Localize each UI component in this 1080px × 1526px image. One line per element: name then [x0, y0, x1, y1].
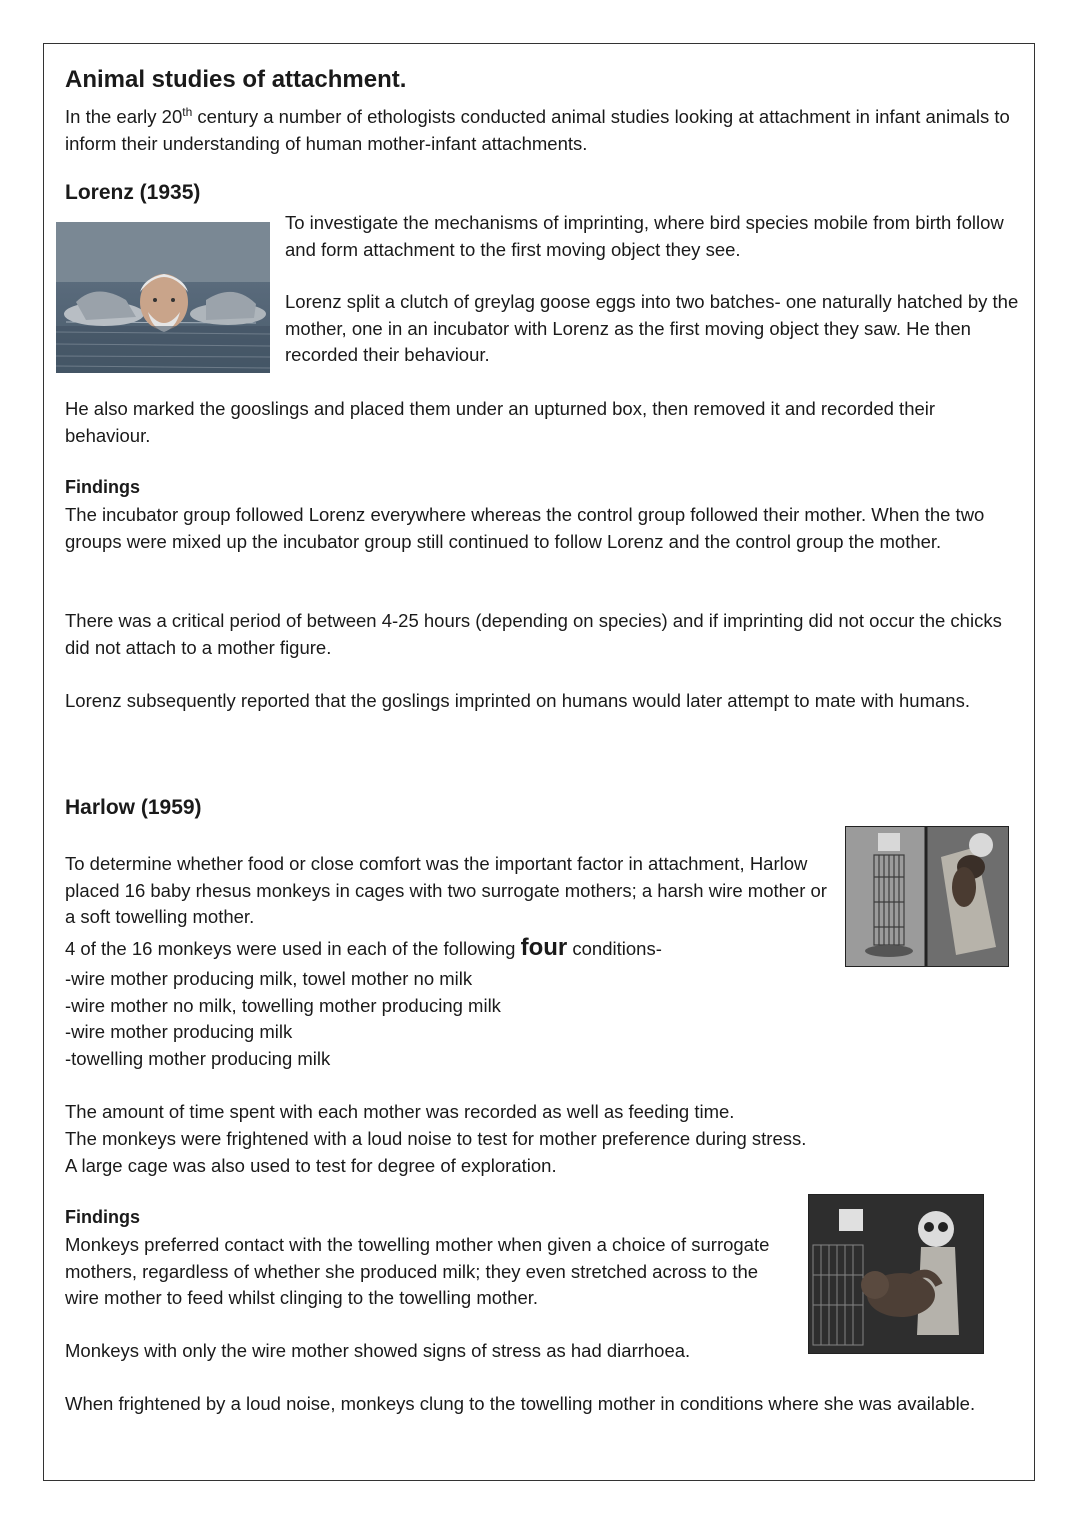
lorenz-finding-2: There was a critical period of between 4-25 hours (depending on species) and if imprinting did not occur the chicks did not attach to a mother figure. — [65, 610, 1002, 658]
harlow-procedure-1: The amount of time spent with each mother was recorded as well as feeding time. — [65, 1101, 735, 1122]
list-item: -wire mother producing milk, towel mother no milk — [65, 968, 473, 989]
lorenz-procedure-2: He also marked the gooslings and placed them under an upturned box, then removed it and recorded their behaviour. — [65, 398, 936, 446]
lorenz-swimming-photo — [56, 222, 270, 373]
harlow-findings-heading: Findings — [65, 1207, 140, 1227]
intro-paragraph: In the early 20th century a number of ethologists conducted animal studies looking at attachment in infant animals to inform their understanding of human mother-infant attachments. — [65, 105, 1010, 154]
lorenz-aim: To investigate the mechanisms of imprinting, where bird species mobile from birth follow and form attachment to the first moving object they see. — [285, 212, 1004, 260]
harlow-heading: Harlow (1959) — [65, 796, 202, 819]
harlow-finding-3: When frightened by a loud noise, monkeys clung to the towelling mother in conditions where she was available. — [65, 1393, 976, 1414]
harlow-conditions-intro: 4 of the 16 monkeys were used in each of the following four conditions- — [65, 934, 662, 961]
lorenz-finding-3: Lorenz subsequently reported that the goslings imprinted on humans would later attempt to mate with humans. — [65, 690, 970, 711]
lorenz-procedure-1: Lorenz split a clutch of greylag goose eggs into two batches- one naturally hatched by the mother, one in an incubator with Lorenz as the first moving object they saw. He then recorded their behaviour. — [285, 291, 1019, 365]
harlow-aim: To determine whether food or close comfort was the important factor in attachment, Harlow placed 16 baby rhesus monkeys in cages with two surrogate mothers; a harsh wire mother or a soft towelling mother. — [65, 853, 827, 927]
harlow-procedure-3: A large cage was also used to test for degree of exploration. — [65, 1155, 557, 1176]
lorenz-findings-heading: Findings — [65, 477, 140, 497]
harlow-finding-1: Monkeys preferred contact with the towelling mother when given a choice of surrogate mothers, regardless of whether she produced milk; they even stretched across to the wire mother to feed whilst clinging to the towelling mother. — [65, 1234, 770, 1308]
harlow-conditions-list — [65, 966, 835, 1072]
lorenz-finding-1: The incubator group followed Lorenz everywhere whereas the control group followed their mother. When the two groups were mixed up the incubator group still continued to follow Lorenz and the control group the mother. — [65, 504, 985, 552]
harlow-procedure-2: The monkeys were frightened with a loud noise to test for mother preference during stress. — [65, 1128, 807, 1149]
harlow-finding-2: Monkeys with only the wire mother showed signs of stress as had diarrhoea. — [65, 1340, 691, 1361]
list-item: -towelling mother producing milk — [65, 1047, 331, 1069]
harlow-surrogate-mothers-photo — [845, 826, 1009, 967]
lorenz-heading: Lorenz (1935) — [65, 181, 201, 204]
list-item: -wire mother no milk, towelling mother producing milk — [65, 994, 501, 1016]
document-title: Animal studies of attachment. — [65, 66, 407, 93]
harlow-monkey-clinging-photo — [808, 1194, 984, 1354]
list-item: -wire mother producing milk — [65, 1021, 293, 1042]
